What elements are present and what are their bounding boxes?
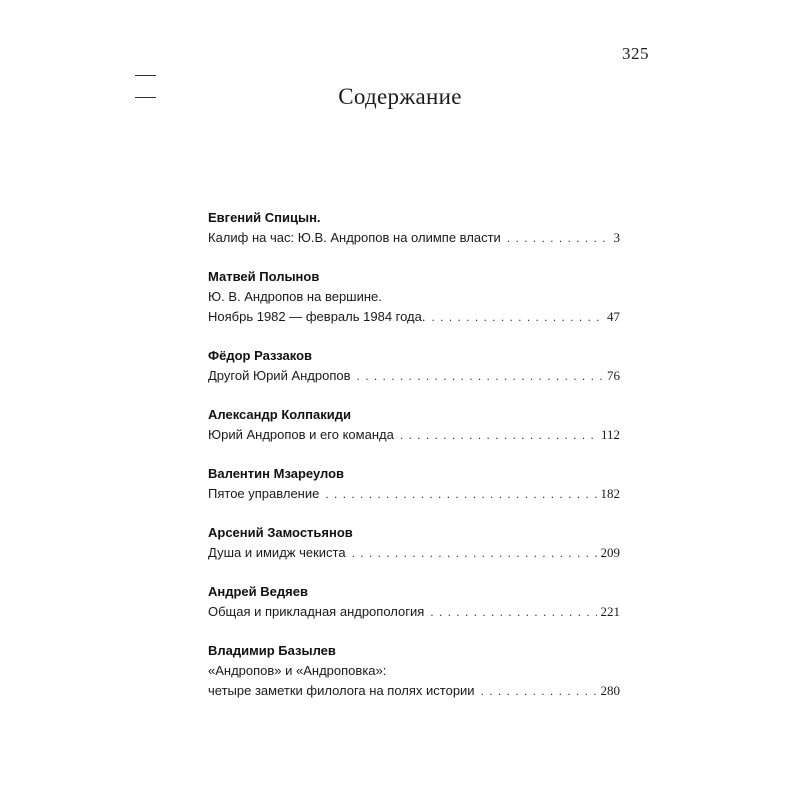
- toc-title-line: [208, 307, 620, 327]
- toc-title: Ноябрь 1982 — февраль 1984 года.: [208, 309, 426, 324]
- dot-leader: [400, 425, 597, 445]
- toc-title: Общая и прикладная андропология: [208, 604, 425, 619]
- toc-entry[interactable]: [208, 641, 620, 701]
- toc-author: Владимир Базылев: [208, 643, 336, 658]
- toc-title: Ю. В. Андропов на вершине.: [208, 289, 382, 304]
- toc-title: Душа и имидж чекиста: [208, 545, 346, 560]
- dot-leader: [431, 307, 603, 327]
- toc-title-line: [208, 366, 620, 386]
- toc-entry[interactable]: [208, 405, 620, 445]
- toc-title: четыре заметки филолога на полях истории: [208, 683, 475, 698]
- toc-entry[interactable]: [208, 523, 620, 563]
- page-title: Содержание: [338, 84, 462, 109]
- toc-title-line: [208, 543, 620, 563]
- toc-author: Александр Колпакиди: [208, 407, 351, 422]
- toc-page-number: 47: [607, 309, 620, 324]
- dot-leader: [352, 543, 597, 563]
- toc-entry[interactable]: [208, 582, 620, 622]
- dot-leader: [481, 681, 597, 701]
- toc-author: Валентин Мзареулов: [208, 466, 345, 481]
- toc-page-number: 209: [600, 545, 620, 560]
- table-of-contents: [208, 208, 620, 720]
- toc-title: Калиф на час: Ю.В. Андропов на олимпе власти: [208, 230, 501, 245]
- toc-title: Юрий Андропов и его команда: [208, 427, 394, 442]
- toc-author: Матвей Полынов: [208, 269, 320, 284]
- toc-title-line: [208, 681, 620, 701]
- toc-entry[interactable]: [208, 464, 620, 504]
- toc-page-number: 3: [613, 230, 620, 245]
- toc-title-line: [208, 425, 620, 445]
- dot-leader: [507, 228, 610, 248]
- toc-page-number: 182: [600, 486, 620, 501]
- toc-page-number: 76: [607, 368, 620, 383]
- toc-title: «Андропов» и «Андроповка»:: [208, 663, 387, 678]
- toc-title: Другой Юрий Андропов: [208, 368, 351, 383]
- toc-author: Арсений Замостьянов: [208, 525, 353, 540]
- toc-title: Пятое управление: [208, 486, 320, 501]
- toc-entry[interactable]: [208, 208, 620, 248]
- toc-page-number: 280: [600, 683, 620, 698]
- toc-entry[interactable]: [208, 267, 620, 327]
- toc-title-line: [208, 228, 620, 248]
- toc-page-number: 112: [600, 427, 620, 442]
- toc-title-line: [208, 484, 620, 504]
- toc-author: Евгений Спицын.: [208, 210, 321, 225]
- toc-page-number: 221: [600, 604, 620, 619]
- header-rule: [135, 75, 156, 76]
- page-number: 325: [622, 44, 649, 63]
- dot-leader: [325, 484, 596, 504]
- dot-leader: [357, 366, 603, 386]
- toc-author: Андрей Ведяев: [208, 584, 308, 599]
- toc-author: Фёдор Раззаков: [208, 348, 313, 363]
- toc-entry[interactable]: [208, 346, 620, 386]
- toc-title-line: [208, 602, 620, 622]
- dot-leader: [430, 602, 596, 622]
